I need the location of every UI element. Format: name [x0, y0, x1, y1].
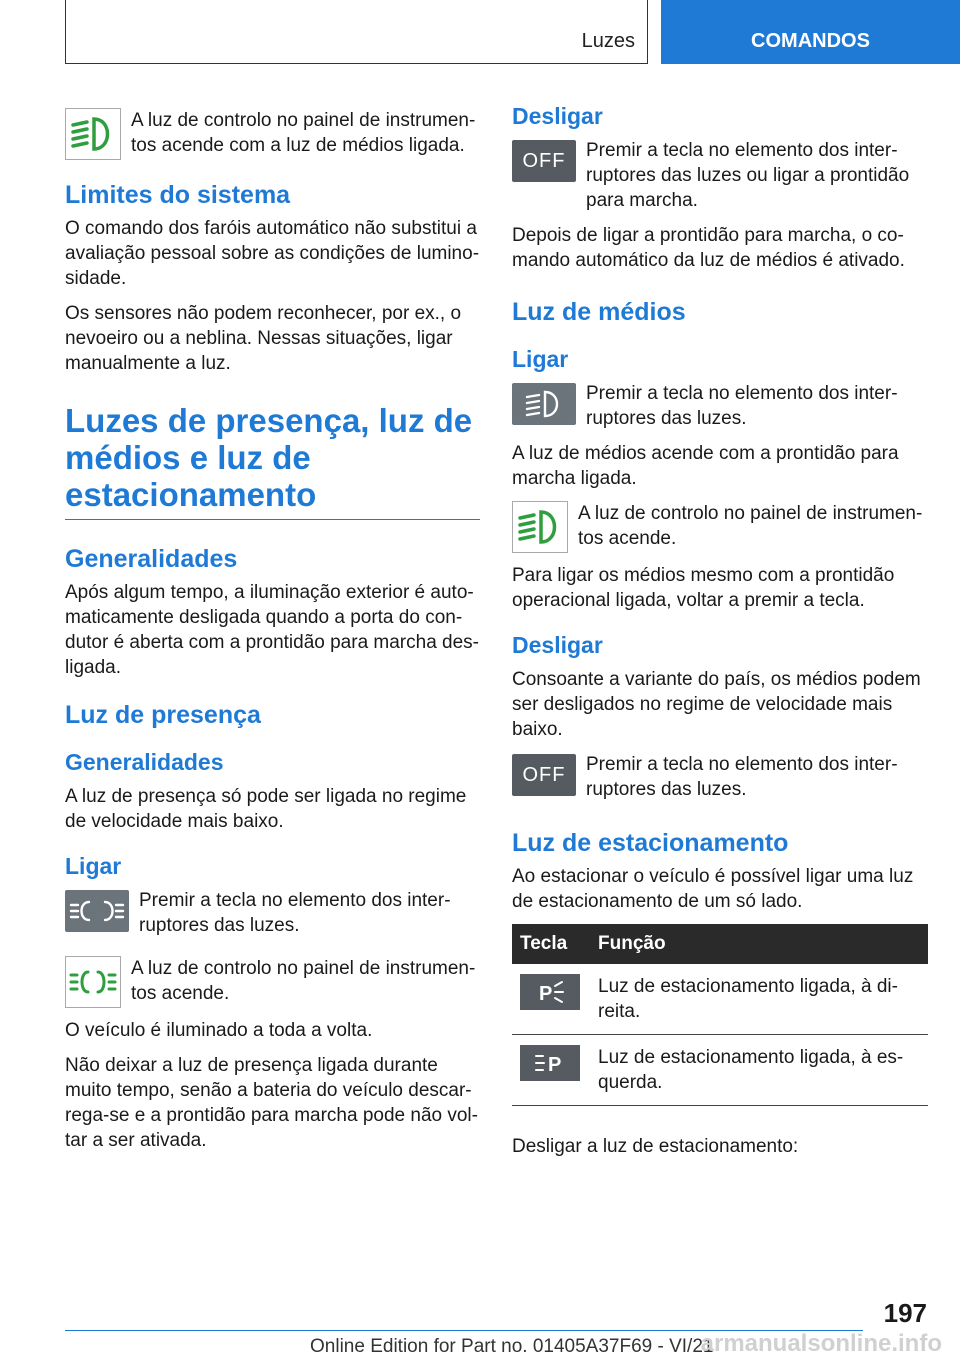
heading-position-on: Ligar — [65, 853, 122, 879]
paragraph-parking-off: Desligar a luz de estacionamento: — [512, 1136, 799, 1157]
parking-left-button-icon — [520, 1045, 580, 1081]
low-beam-indicator-text-2: A luz de controlo no painel de instrumen- tos acende. — [578, 503, 923, 549]
parking-key-table — [512, 924, 928, 1106]
paragraph-limits-2: Os sensores não podem reconhecer, por ex., o nevoeiro ou a neblina. Nessas situações, ligar manualmente a luz. — [65, 303, 462, 374]
heading-position-general: Generalidades — [65, 749, 224, 775]
header-section-title: Luzes — [581, 30, 635, 52]
table-cell-function: Luz de estacionamento ligada, à es- querda. — [590, 1035, 928, 1106]
left-column — [65, 100, 480, 1163]
heading-position-light: Luz de presença — [65, 701, 261, 729]
paragraph-position-1: O veículo é iluminado a toda a volta. — [65, 1020, 373, 1041]
heading-low-on: Ligar — [512, 346, 569, 372]
table-row — [512, 1035, 928, 1106]
off-button-icon: OFF — [512, 140, 576, 182]
low-beam-button-icon — [512, 383, 576, 425]
heading-parking: Luz de estacionamento — [512, 829, 789, 857]
svg-text:P: P — [548, 1054, 562, 1076]
watermark: armanualsonline.info — [700, 1330, 942, 1357]
position-indicator-row — [65, 956, 480, 1008]
parking-right-button-icon — [520, 974, 580, 1010]
heading-off-1: Desligar — [512, 103, 603, 129]
paragraph-off-2: Depois de ligar a prontidão para marcha, o co- mando automático da luz de médios é ativado. — [512, 225, 905, 271]
header-frame — [65, 0, 648, 64]
table-header-function: Função — [590, 924, 928, 964]
page-number: 197 — [883, 1298, 927, 1328]
table-header-key: Tecla — [512, 924, 590, 964]
table-header-row — [512, 924, 928, 964]
paragraph-low-2: Para ligar os médios mesmo com a prontidão operacional ligada, voltar a premir a tecla. — [512, 565, 895, 611]
heading-low-off: Desligar — [512, 632, 603, 658]
paragraph-limits-1: O comando dos faróis automático não substitui a avaliação pessoal sobre as condições de lumino- sidade. — [65, 218, 480, 289]
paragraph-position-general: A luz de presença só pode ser ligada no regime de velocidade mais baixo. — [65, 786, 467, 832]
heading-limits: Limites do sistema — [65, 181, 291, 209]
position-light-indicator-icon — [65, 956, 121, 1008]
off-text-2: Premir a tecla no elemento dos inter- ruptores das luzes. — [586, 754, 898, 800]
off-button-icon-2: OFF — [512, 754, 576, 796]
low-beam-indicator-icon — [65, 108, 121, 160]
paragraph-low-1: A luz de médios acende com a prontidão para marcha ligada. — [512, 443, 899, 489]
position-button-row — [65, 888, 480, 938]
table-cell-function: Luz de estacionamento ligada, à di- reita. — [590, 964, 928, 1035]
position-on-text: Premir a tecla no elemento dos inter- ruptores das luzes. — [139, 890, 451, 936]
low-beam-indicator-row-2 — [512, 501, 928, 553]
position-indicator-text: A luz de controlo no painel de instrumen- tos acende. — [131, 958, 476, 1004]
svg-text:P: P — [539, 983, 553, 1005]
off-text-1: Premir a tecla no elemento dos inter- ruptores das luzes ou ligar a prontidão para marcha. — [586, 140, 910, 211]
off-button-row-1 — [512, 138, 928, 213]
low-beam-button-row — [512, 381, 928, 431]
paragraph-position-2: Não deixar a luz de presença ligada durante muito tempo, senão a bateria do veículo descar- rega-se e a prontidão para marcha pode não vol- tar a ser ativada. — [65, 1055, 478, 1151]
paragraph-low-off-1: Consoante a variante do país, os médios podem ser desligados no regime de velocidade mais baixo. — [512, 669, 921, 740]
paragraph-parking: Ao estacionar o veículo é possível ligar uma luz de estacionamento de um só lado. — [512, 866, 914, 912]
low-beam-indicator-icon-2 — [512, 501, 568, 553]
right-column — [512, 100, 928, 1169]
heading-low-beam: Luz de médios — [512, 298, 686, 326]
off-button-row-2 — [512, 752, 928, 802]
paragraph-general: Após algum tempo, a iluminação exterior é auto- maticamente desligada quando a porta do con- dutor é aberta com a prontidão para marcha des- ligada. — [65, 582, 480, 678]
chapter-title: Luzes de presença, luz de médios e luz de estacionamento — [65, 402, 480, 520]
position-light-button-icon — [65, 890, 129, 932]
low-beam-on-text: Premir a tecla no elemento dos inter- ruptores das luzes. — [586, 383, 898, 429]
table-row — [512, 964, 928, 1035]
header-chapter-tab: COMANDOS — [661, 0, 960, 64]
heading-general: Generalidades — [65, 545, 238, 573]
low-beam-indicator-row — [65, 108, 480, 160]
footer-edition: Online Edition for Part no. 01405A37F69 - VI/21 — [310, 1336, 714, 1357]
low-beam-indicator-text: A luz de controlo no painel de instrumen- tos acende com a luz de médios ligada. — [131, 110, 476, 156]
